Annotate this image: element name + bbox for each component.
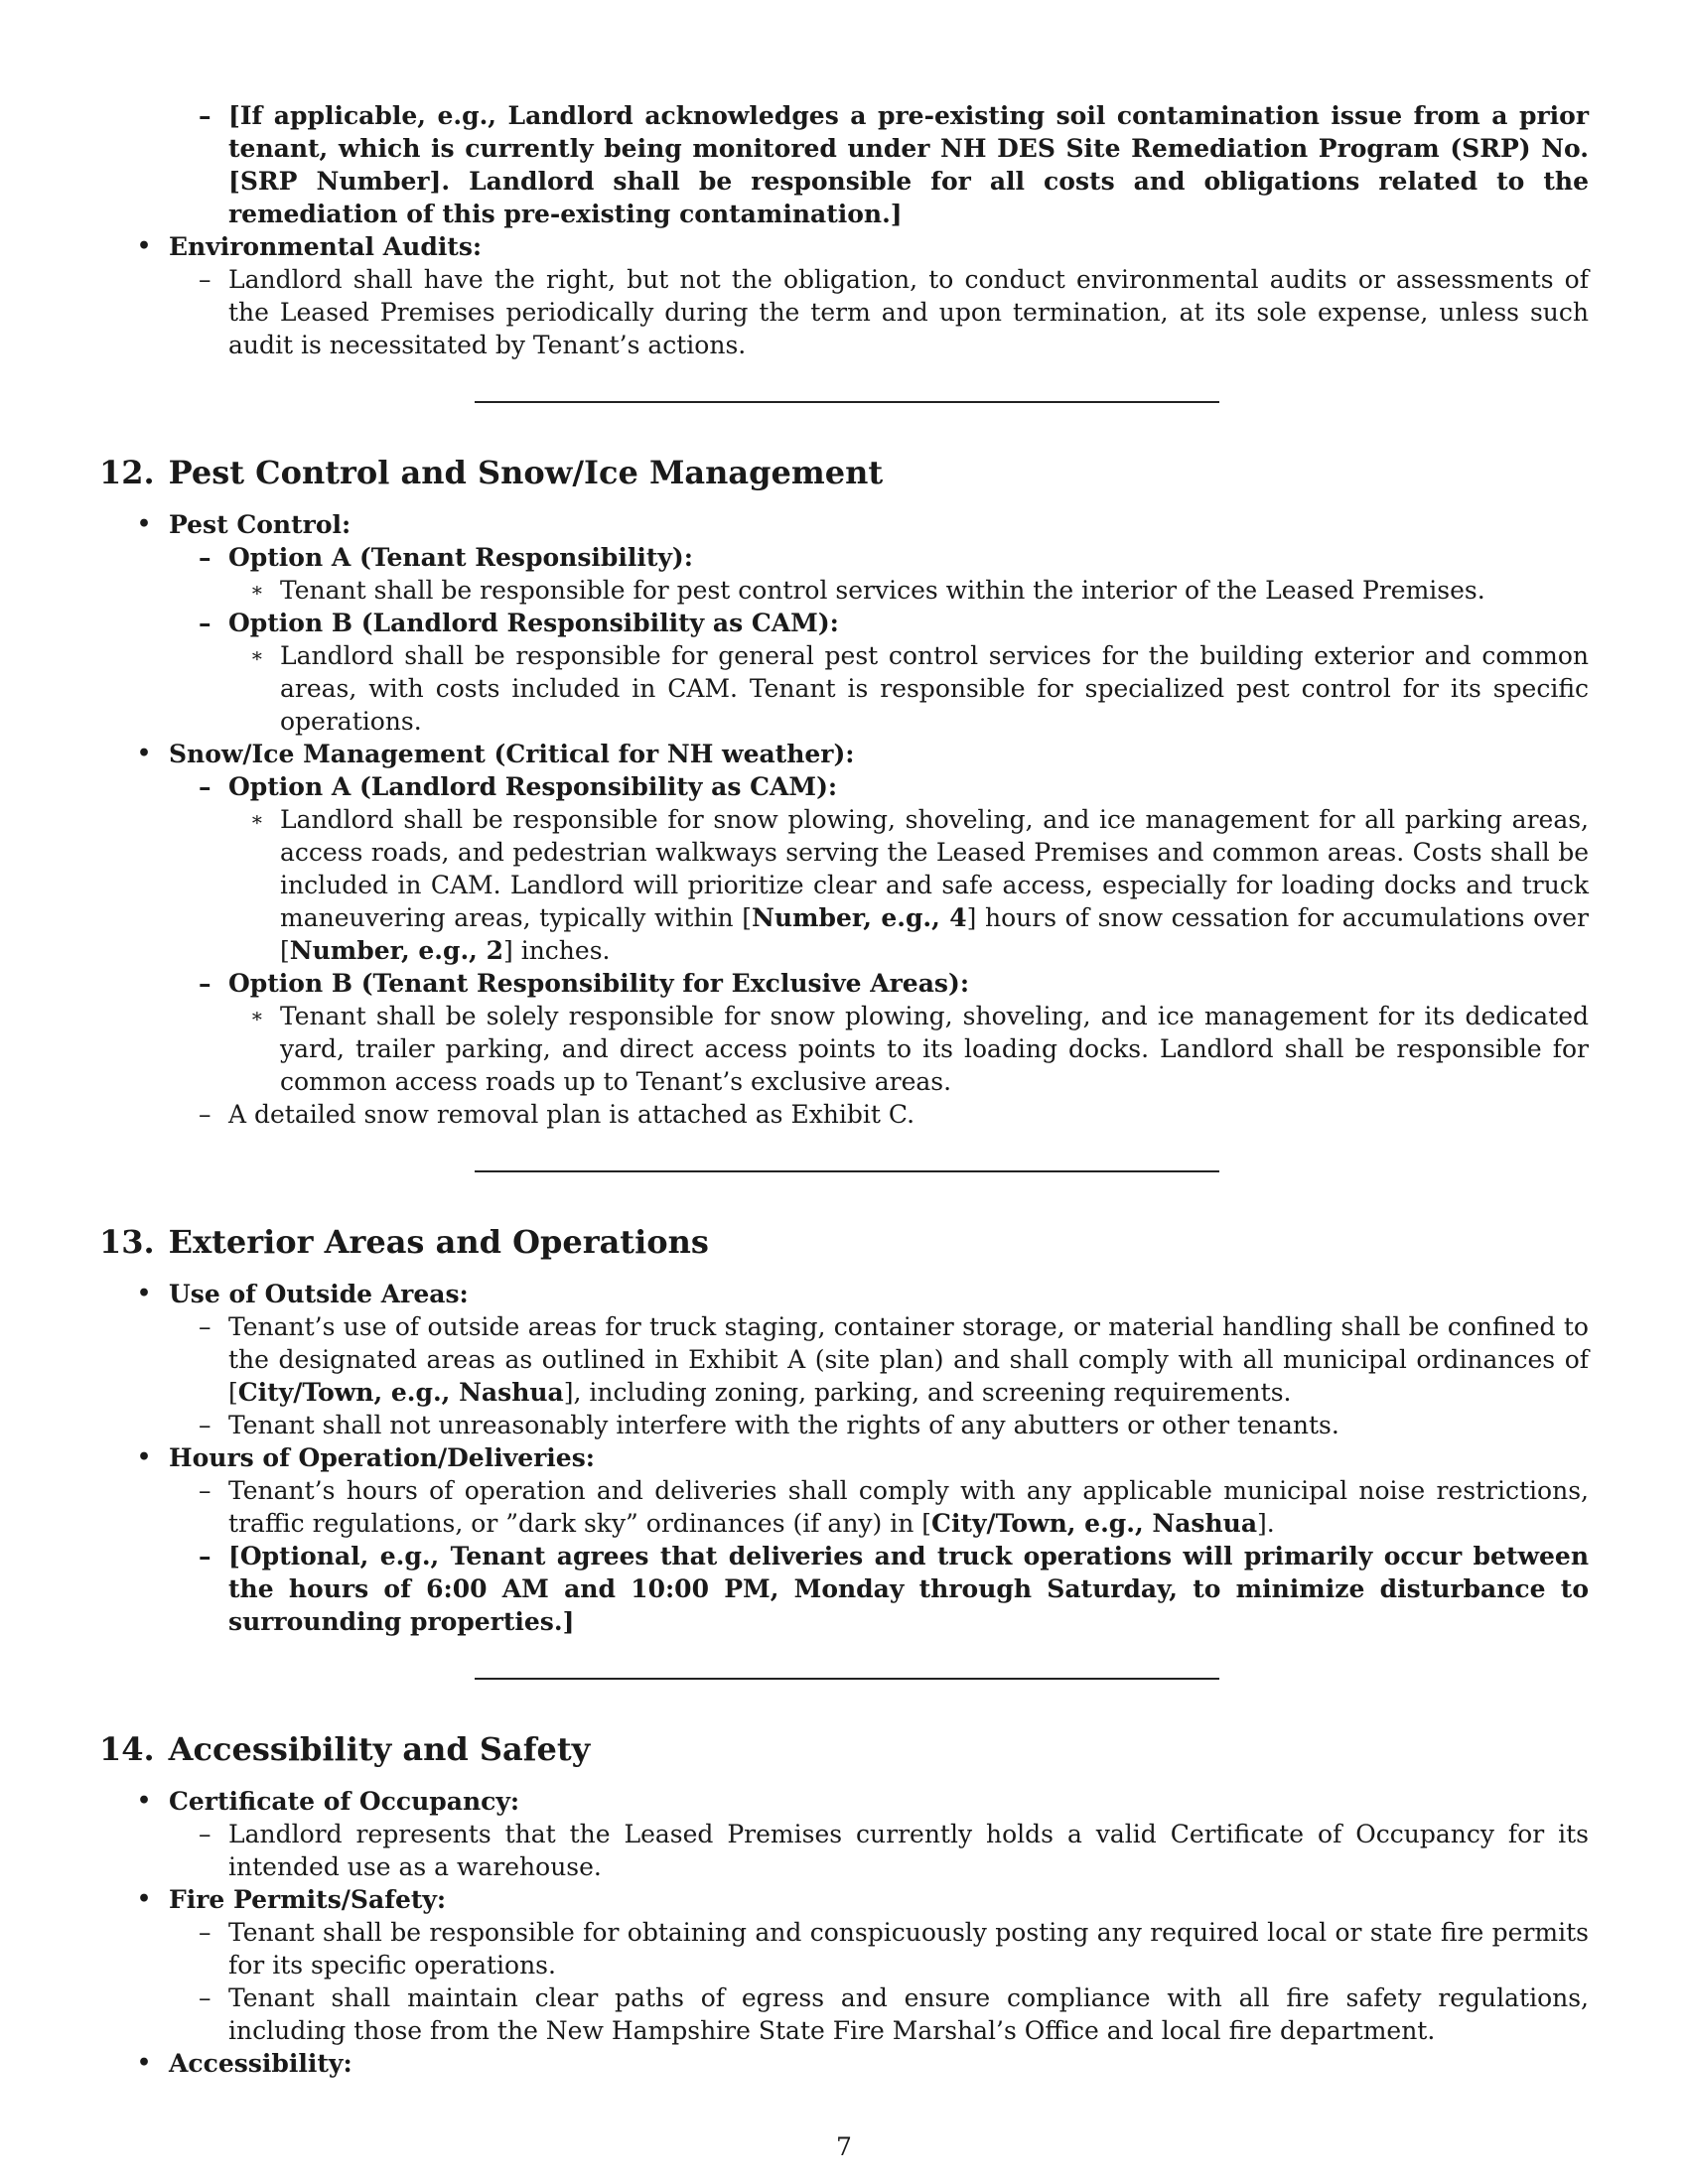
snow-option-b: – Option B (Tenant Responsibility for Exclusive Areas): bbox=[199, 969, 970, 998]
dash-marker: – bbox=[199, 1983, 211, 2012]
pest-option-a-text: ∗ Tenant shall be responsible for pest control services within the interior of the Leased Premises. bbox=[250, 576, 1485, 605]
asterisk-marker: ∗ bbox=[250, 578, 264, 602]
contamination-item: – [If applicable, e.g., Landlord acknowledges a pre-existing soil contamination issue from a prior tenant, which is currently being monitored under NH DES Site Remediation Program (SRP) No. [SRP Number]. Landlord shall be responsible for all costs and obligations related to the remediation of this pre-existing contamination.] bbox=[199, 101, 1589, 228]
snow-plan-item: – A detailed snow removal plan is attached as Exhibit C. bbox=[199, 1100, 915, 1129]
snow-ice-item: • Snow/Ice Management (Critical for NH weather): bbox=[137, 740, 855, 768]
outside-areas-text: – Tenant’s use of outside areas for truck staging, container storage, or material handling shall be confined to the designated areas as outlined in Exhibit A (site plan) and shall comply with all municipal ordinances of [City/Town, e.g., Nashua], including zoning, parking, and screening requirements. bbox=[199, 1312, 1589, 1407]
section-14-heading: 14. Accessibility and Safety bbox=[99, 1730, 591, 1768]
bullet-marker: • bbox=[137, 1281, 152, 1306]
hours-text: – Tenant’s hours of operation and deliveries shall comply with any applicable municipal noise restrictions, traffic regulations, or ”dark sky” ordinances (if any) in [City/Town, e.g., Nashua]. bbox=[199, 1476, 1589, 1538]
document-page bbox=[99, 99, 1589, 2080]
bullet-marker: • bbox=[137, 511, 152, 537]
egress-text: – Tenant shall maintain clear paths of egress and ensure compliance with all fire safety regulations, including those from the New Hampshire State Fire Marshal’s Office and local fire department. bbox=[199, 1983, 1589, 2045]
dash-marker: – bbox=[199, 609, 211, 637]
certificate-text: – Landlord represents that the Leased Premises currently holds a valid Certificate of Occupancy for its intended use as a warehouse. bbox=[199, 1820, 1589, 1881]
section-divider bbox=[475, 401, 1219, 403]
dash-marker: – bbox=[199, 1918, 211, 1947]
pest-option-b: – Option B (Landlord Responsibility as CAM): bbox=[199, 609, 839, 637]
section-divider bbox=[475, 1170, 1219, 1172]
hours-item: • Hours of Operation/Deliveries: bbox=[137, 1443, 596, 1472]
dash-marker: – bbox=[199, 543, 211, 572]
accessibility-item: • Accessibility: bbox=[137, 2049, 352, 2078]
bullet-marker: • bbox=[137, 1788, 152, 1814]
abutters-text: – Tenant shall not unreasonably interfere with the rights of any abutters or other tenants. bbox=[199, 1411, 1339, 1439]
pest-option-b-text: ∗ Landlord shall be responsible for general pest control services for the building exterior and common areas, with costs included in CAM. Tenant is responsible for specialized pest control for its specific operations. bbox=[250, 641, 1589, 736]
environmental-audits-item: • Environmental Audits: bbox=[137, 232, 483, 261]
asterisk-marker: ∗ bbox=[250, 643, 264, 667]
dash-marker: – bbox=[199, 1100, 211, 1129]
dash-marker: – bbox=[199, 1312, 211, 1341]
section-12-heading: 12. Pest Control and Snow/Ice Management bbox=[99, 454, 884, 491]
pest-control-item: • Pest Control: bbox=[137, 510, 352, 539]
pest-option-a: – Option A (Tenant Responsibility): bbox=[199, 543, 693, 572]
dash-marker: – bbox=[199, 772, 211, 801]
dash-marker: – bbox=[199, 1820, 211, 1848]
bullet-marker: • bbox=[137, 1886, 152, 1912]
certificate-item: • Certificate of Occupancy: bbox=[137, 1787, 520, 1816]
section-13-heading: 13. Exterior Areas and Operations bbox=[99, 1223, 709, 1261]
fire-permits-text: – Tenant shall be responsible for obtaining and conspicuously posting any required local or state fire permits for its specific operations. bbox=[199, 1918, 1589, 1979]
dash-marker: – bbox=[199, 1411, 211, 1439]
dash-marker: – bbox=[199, 265, 211, 294]
bullet-marker: • bbox=[137, 233, 152, 259]
hours-optional-text: – [Optional, e.g., Tenant agrees that deliveries and truck operations will primarily occur between the hours of 6:00 AM and 10:00 PM, Monday through Saturday, to minimize disturbance to surrounding properties.] bbox=[199, 1542, 1589, 1636]
bullet-marker: • bbox=[137, 1444, 152, 1470]
dash-marker: – bbox=[199, 969, 211, 998]
bullet-marker: • bbox=[137, 741, 152, 766]
snow-option-a-text: ∗ Landlord shall be responsible for snow plowing, shoveling, and ice management for all parking areas, access roads, and pedestrian walkways serving the Leased Premises and common areas. Costs shall be included in CAM. Landlord will prioritize clear and safe access, especially for loading docks and truck maneuvering areas, typically within [Number, e.g., 4] hours of snow cessation for accumulations over [Number, e.g., 2] inches. bbox=[250, 805, 1589, 965]
page-number: 7 bbox=[836, 2132, 852, 2161]
environmental-audits-text: – Landlord shall have the right, but not the obligation, to conduct environmental audits or assessments of the Leased Premises periodically during the term and upon termination, at its sole expense, unless such audit is necessitated by Tenant’s actions. bbox=[199, 265, 1589, 359]
asterisk-marker: ∗ bbox=[250, 807, 264, 831]
bullet-marker: • bbox=[137, 2050, 152, 2076]
dash-marker: – bbox=[199, 1542, 211, 1570]
dash-marker: – bbox=[199, 1476, 211, 1505]
fire-permits-item: • Fire Permits/Safety: bbox=[137, 1885, 447, 1914]
dash-marker: – bbox=[199, 101, 211, 130]
asterisk-marker: ∗ bbox=[250, 1004, 264, 1027]
snow-option-b-text: ∗ Tenant shall be solely responsible for snow plowing, shoveling, and ice management for its dedicated yard, trailer parking, and direct access points to its loading docks. Landlord shall be responsible for common access roads up to Tenant’s exclusive areas. bbox=[250, 1002, 1589, 1096]
snow-option-a: – Option A (Landlord Responsibility as CAM): bbox=[199, 772, 838, 801]
outside-areas-item: • Use of Outside Areas: bbox=[137, 1280, 469, 1308]
section-divider bbox=[475, 1678, 1219, 1680]
